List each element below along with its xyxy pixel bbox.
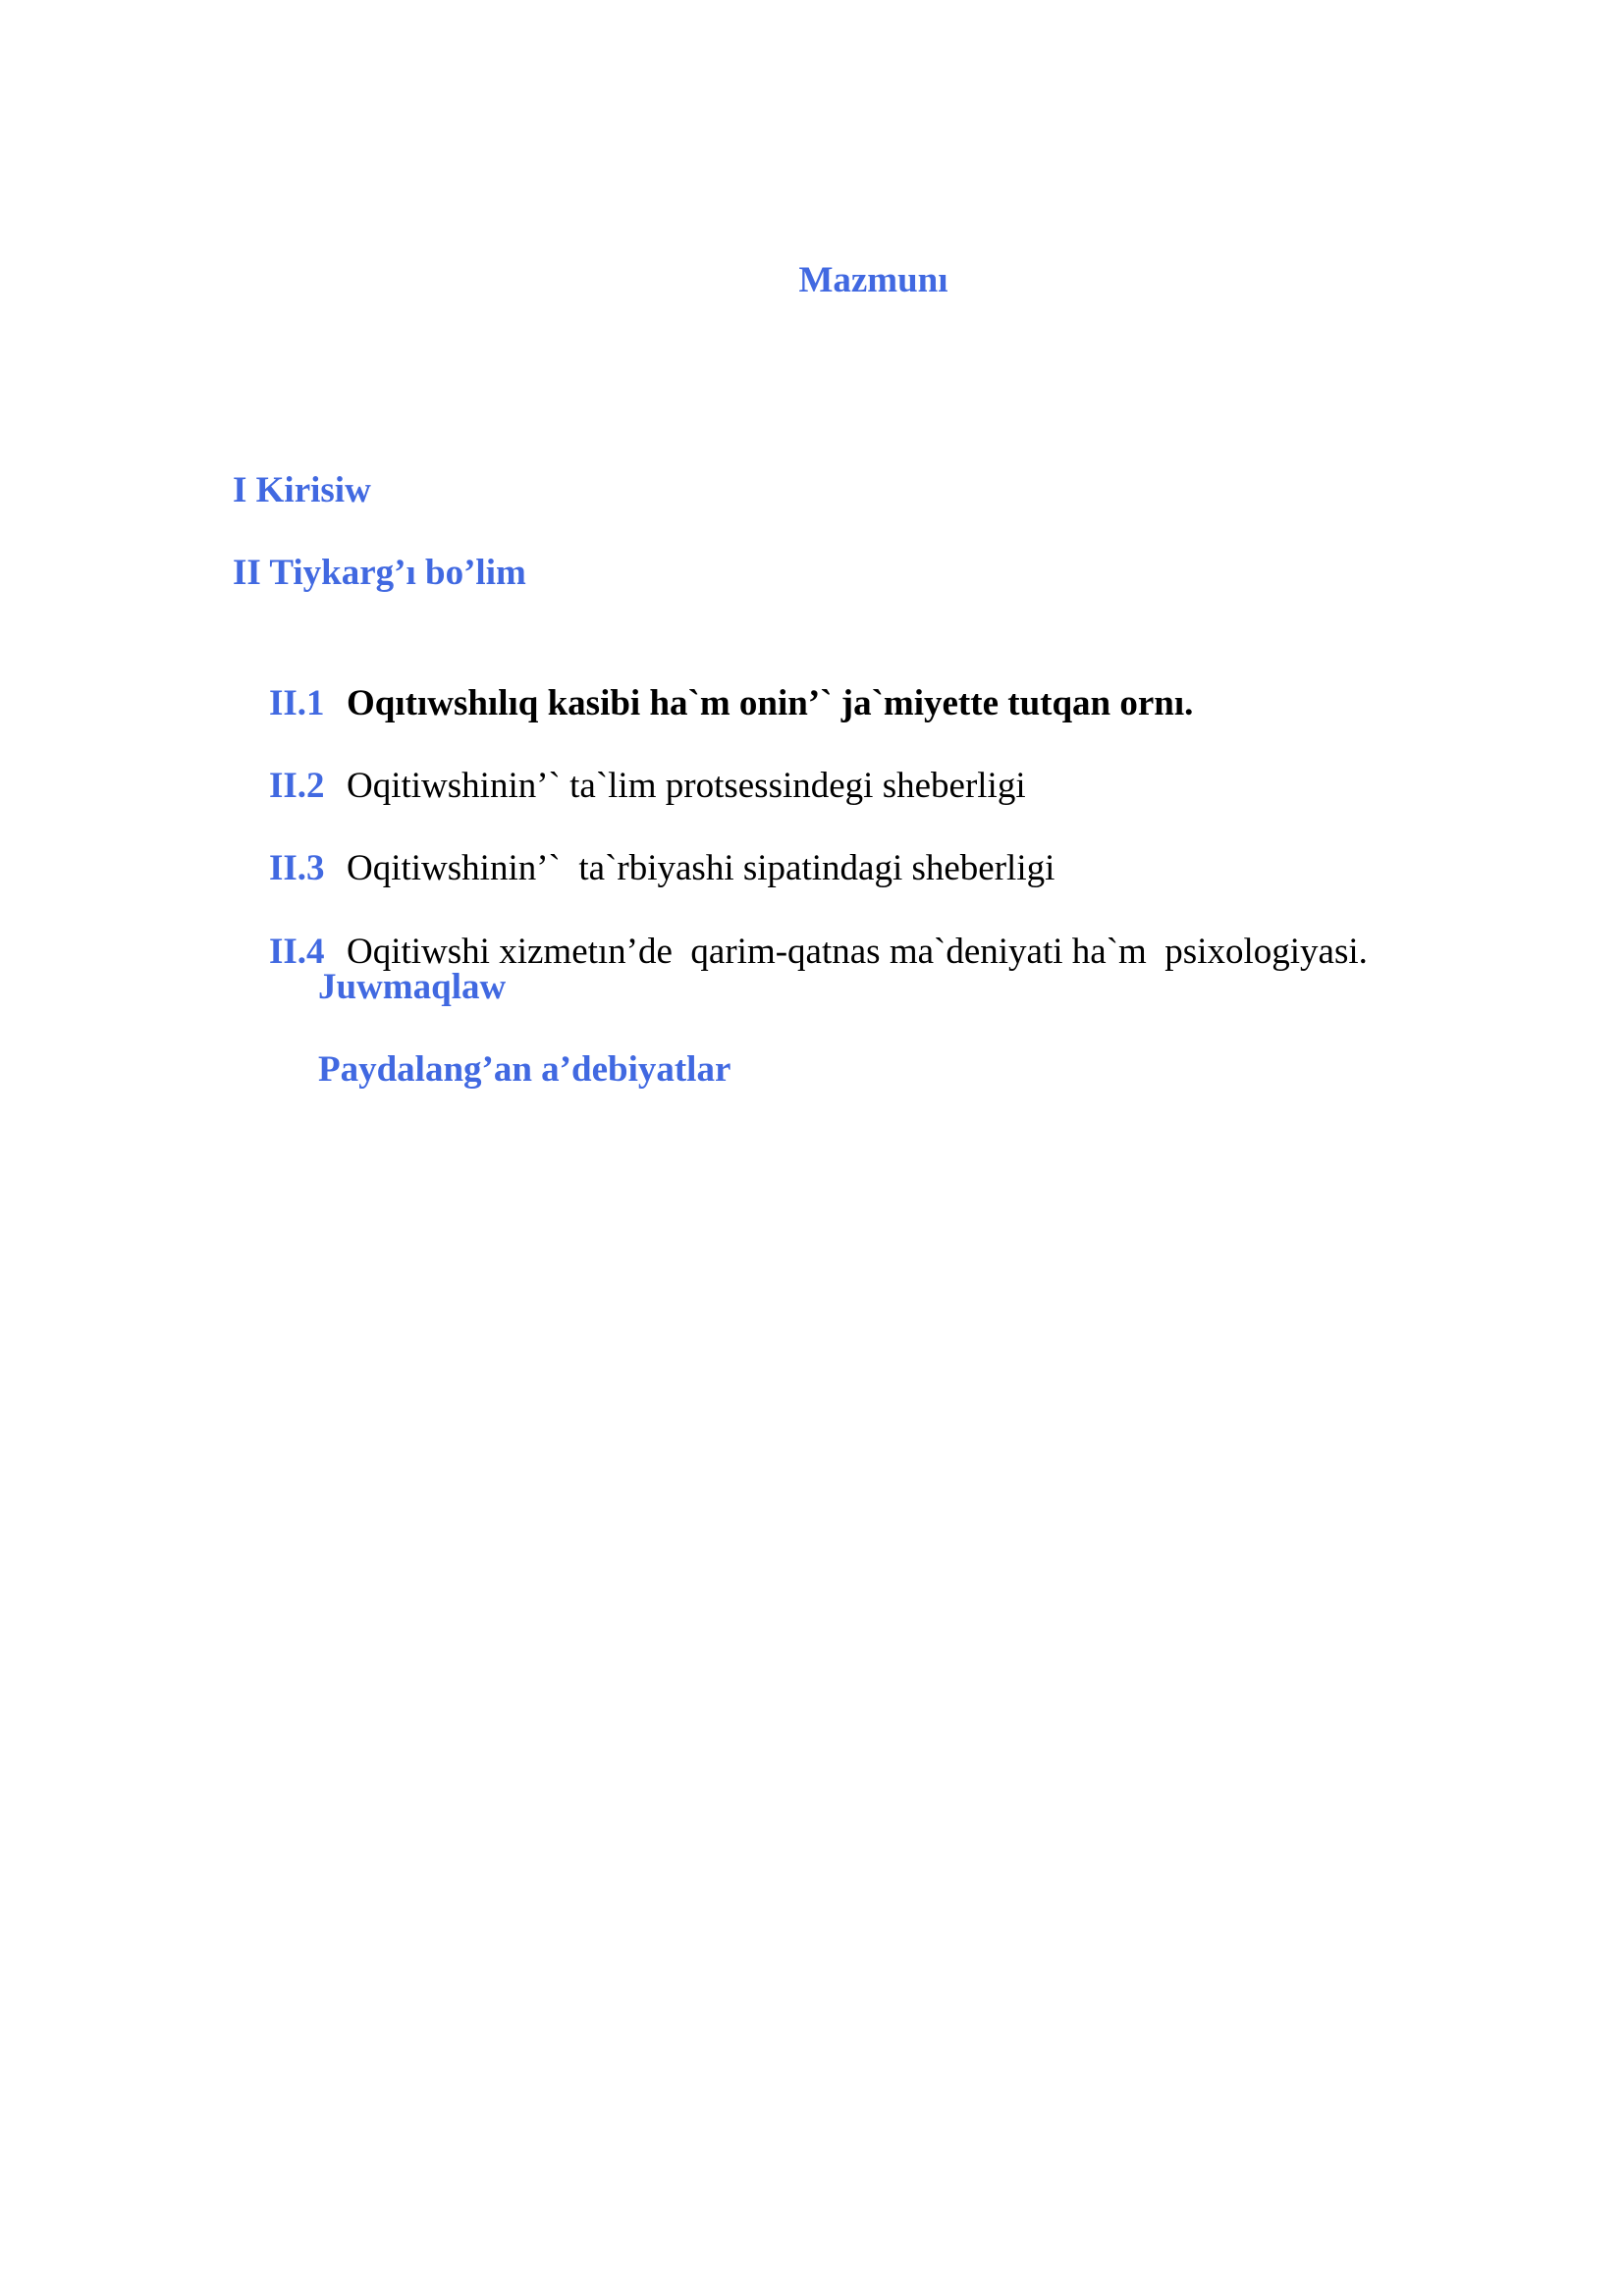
- toc-entry-number: II.3: [269, 848, 325, 888]
- toc-entry-tiykargi-bolim: II Tiykarg’ı bo’lim: [233, 553, 526, 593]
- page-title: Mazmunı: [798, 260, 948, 300]
- toc-entry-kirisiw: I Kirisiw: [233, 470, 371, 510]
- toc-entry-text: Oqitiwshinin’` ta`lim protsessindegi sheberligi: [347, 766, 1026, 806]
- toc-entry-number: II.1: [269, 683, 325, 723]
- toc-entry-text: Oqitiwshi xizmetın’de qarim-qatnas ma`deniyati ha`m psixologiyasi.: [347, 932, 1368, 972]
- toc-entry-number: II.4: [269, 932, 325, 972]
- toc-entry-text: Oqitiwshinin’` ta`rbiyashi sipatindagi sheberligi: [347, 848, 1055, 888]
- toc-entry-text: Oqıtıwshılıq kasibi ha`m onin’` ja`miyette tutqan ornı.: [347, 683, 1194, 723]
- toc-entry-number: II.2: [269, 766, 325, 806]
- toc-entry-juwmaqlaw: Juwmaqlaw: [318, 967, 507, 1007]
- toc-entry-adebiyatlar: Paydalang’an a’debiyatlar: [318, 1049, 731, 1090]
